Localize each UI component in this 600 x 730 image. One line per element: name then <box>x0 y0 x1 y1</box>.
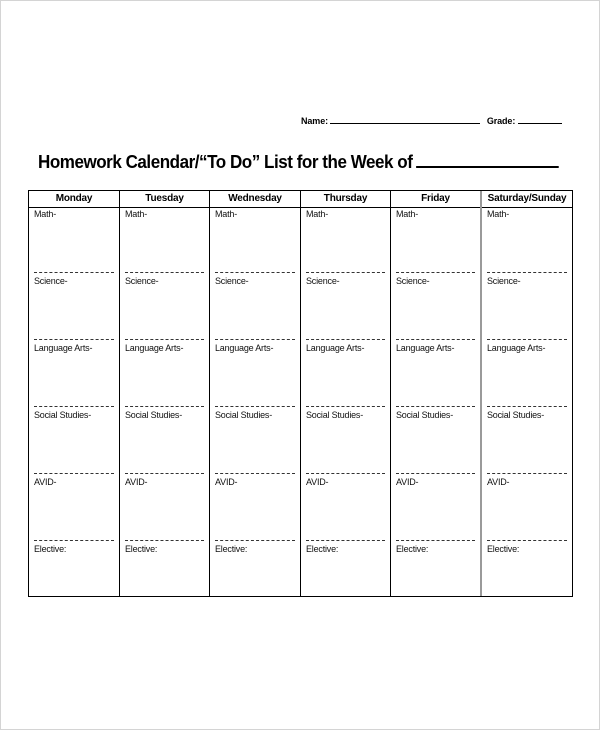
cell-monday-elective[interactable] <box>29 543 119 610</box>
cell-wednesday-language-arts[interactable] <box>210 342 300 409</box>
grade-blank-field[interactable] <box>518 115 562 124</box>
cell-weekend-social-studies[interactable] <box>482 409 572 476</box>
subject-label: Math- <box>396 209 419 219</box>
dashed-divider <box>125 406 204 407</box>
cell-monday-science[interactable] <box>29 275 119 342</box>
cell-thursday-social-studies[interactable] <box>301 409 390 476</box>
cell-wednesday-avid[interactable] <box>210 476 300 543</box>
page-title-text: Homework Calendar/“To Do” List for the Week of <box>38 151 413 172</box>
dashed-divider <box>215 540 295 541</box>
dashed-divider <box>125 339 204 340</box>
dashed-divider <box>215 406 295 407</box>
subject-label: Elective: <box>215 544 248 554</box>
subject-label: Language Arts- <box>215 343 274 353</box>
cell-thursday-language-arts[interactable] <box>301 342 390 409</box>
day-column-saturday-sunday <box>482 191 572 596</box>
subject-label: AVID- <box>125 477 148 487</box>
day-header-monday: Monday <box>29 191 119 208</box>
cell-tuesday-social-studies[interactable] <box>120 409 209 476</box>
subject-label: AVID- <box>396 477 419 487</box>
subject-label: Science- <box>215 276 249 286</box>
cell-wednesday-science[interactable] <box>210 275 300 342</box>
subject-label: Elective: <box>487 544 520 554</box>
day-header-tuesday: Tuesday <box>120 191 209 208</box>
subject-label: AVID- <box>306 477 329 487</box>
dashed-divider <box>306 473 385 474</box>
cell-weekend-elective[interactable] <box>482 543 572 610</box>
dashed-divider <box>34 406 114 407</box>
day-header-wednesday: Wednesday <box>210 191 300 208</box>
dashed-divider <box>125 473 204 474</box>
subject-label: Social Studies- <box>306 410 364 420</box>
subject-label: Math- <box>215 209 238 219</box>
dashed-divider <box>215 339 295 340</box>
dashed-divider <box>487 473 567 474</box>
dashed-divider <box>396 540 475 541</box>
cell-friday-social-studies[interactable] <box>391 409 480 476</box>
dashed-divider <box>125 272 204 273</box>
subject-label: Social Studies- <box>34 410 92 420</box>
day-column-tuesday <box>120 191 210 596</box>
cell-friday-math[interactable] <box>391 208 480 275</box>
subject-label: Language Arts- <box>306 343 365 353</box>
subject-label: Science- <box>306 276 340 286</box>
cell-monday-social-studies[interactable] <box>29 409 119 476</box>
week-of-blank-field[interactable] <box>416 152 559 168</box>
dashed-divider <box>34 272 114 273</box>
cell-tuesday-avid[interactable] <box>120 476 209 543</box>
cell-weekend-avid[interactable] <box>482 476 572 543</box>
cell-wednesday-elective[interactable] <box>210 543 300 610</box>
cell-weekend-language-arts[interactable] <box>482 342 572 409</box>
subject-label: Language Arts- <box>487 343 546 353</box>
dashed-divider <box>487 406 567 407</box>
cell-tuesday-language-arts[interactable] <box>120 342 209 409</box>
dashed-divider <box>215 473 295 474</box>
dashed-divider <box>306 339 385 340</box>
dashed-divider <box>34 473 114 474</box>
subject-label: Language Arts- <box>396 343 455 353</box>
dashed-divider <box>306 540 385 541</box>
dashed-divider <box>34 540 114 541</box>
subject-label: Science- <box>125 276 159 286</box>
cell-wednesday-social-studies[interactable] <box>210 409 300 476</box>
subject-label: Social Studies- <box>396 410 454 420</box>
subject-label: AVID- <box>487 477 510 487</box>
cell-monday-avid[interactable] <box>29 476 119 543</box>
homework-calendar-table <box>28 190 573 597</box>
subject-label: Social Studies- <box>215 410 273 420</box>
subject-label: Math- <box>306 209 329 219</box>
cell-weekend-math[interactable] <box>482 208 572 275</box>
day-column-thursday <box>301 191 391 596</box>
dashed-divider <box>487 339 567 340</box>
cell-friday-science[interactable] <box>391 275 480 342</box>
subject-label: Science- <box>487 276 521 286</box>
cell-wednesday-math[interactable] <box>210 208 300 275</box>
dashed-divider <box>306 406 385 407</box>
cell-monday-language-arts[interactable] <box>29 342 119 409</box>
day-column-friday <box>391 191 482 596</box>
subject-label: Math- <box>34 209 57 219</box>
cell-friday-language-arts[interactable] <box>391 342 480 409</box>
dashed-divider <box>125 540 204 541</box>
subject-label: Social Studies- <box>125 410 183 420</box>
cell-monday-math[interactable] <box>29 208 119 275</box>
cell-thursday-avid[interactable] <box>301 476 390 543</box>
subject-label: Elective: <box>306 544 339 554</box>
dashed-divider <box>34 339 114 340</box>
subject-label: Math- <box>125 209 148 219</box>
subject-label: Language Arts- <box>34 343 93 353</box>
cell-tuesday-science[interactable] <box>120 275 209 342</box>
cell-friday-elective[interactable] <box>391 543 480 610</box>
subject-label: Math- <box>487 209 510 219</box>
name-grade-line <box>301 115 562 126</box>
name-blank-field[interactable] <box>330 115 480 124</box>
dashed-divider <box>396 339 475 340</box>
grade-label: Grade: <box>486 116 516 126</box>
subject-label: Science- <box>396 276 430 286</box>
subject-label: Elective: <box>34 544 67 554</box>
dashed-divider <box>487 272 567 273</box>
dashed-divider <box>396 406 475 407</box>
cell-thursday-science[interactable] <box>301 275 390 342</box>
dashed-divider <box>396 473 475 474</box>
subject-label: Elective: <box>125 544 158 554</box>
day-header-friday: Friday <box>391 191 480 208</box>
subject-label: Science- <box>34 276 68 286</box>
dashed-divider <box>396 272 475 273</box>
cell-friday-avid[interactable] <box>391 476 480 543</box>
subject-label: Language Arts- <box>125 343 184 353</box>
cell-thursday-elective[interactable] <box>301 543 390 610</box>
dashed-divider <box>487 540 567 541</box>
cell-tuesday-elective[interactable] <box>120 543 209 610</box>
subject-label: AVID- <box>34 477 57 487</box>
subject-label: Elective: <box>396 544 429 554</box>
cell-weekend-science[interactable] <box>482 275 572 342</box>
day-column-wednesday <box>210 191 301 596</box>
cell-thursday-math[interactable] <box>301 208 390 275</box>
day-header-saturday-sunday: Saturday/Sunday <box>482 191 572 208</box>
cell-tuesday-math[interactable] <box>120 208 209 275</box>
name-label: Name: <box>301 116 329 126</box>
subject-label: Social Studies- <box>487 410 545 420</box>
dashed-divider <box>306 272 385 273</box>
day-header-thursday: Thursday <box>301 191 390 208</box>
day-column-monday <box>29 191 120 596</box>
subject-label: AVID- <box>215 477 238 487</box>
page-title <box>38 151 559 173</box>
dashed-divider <box>215 272 295 273</box>
